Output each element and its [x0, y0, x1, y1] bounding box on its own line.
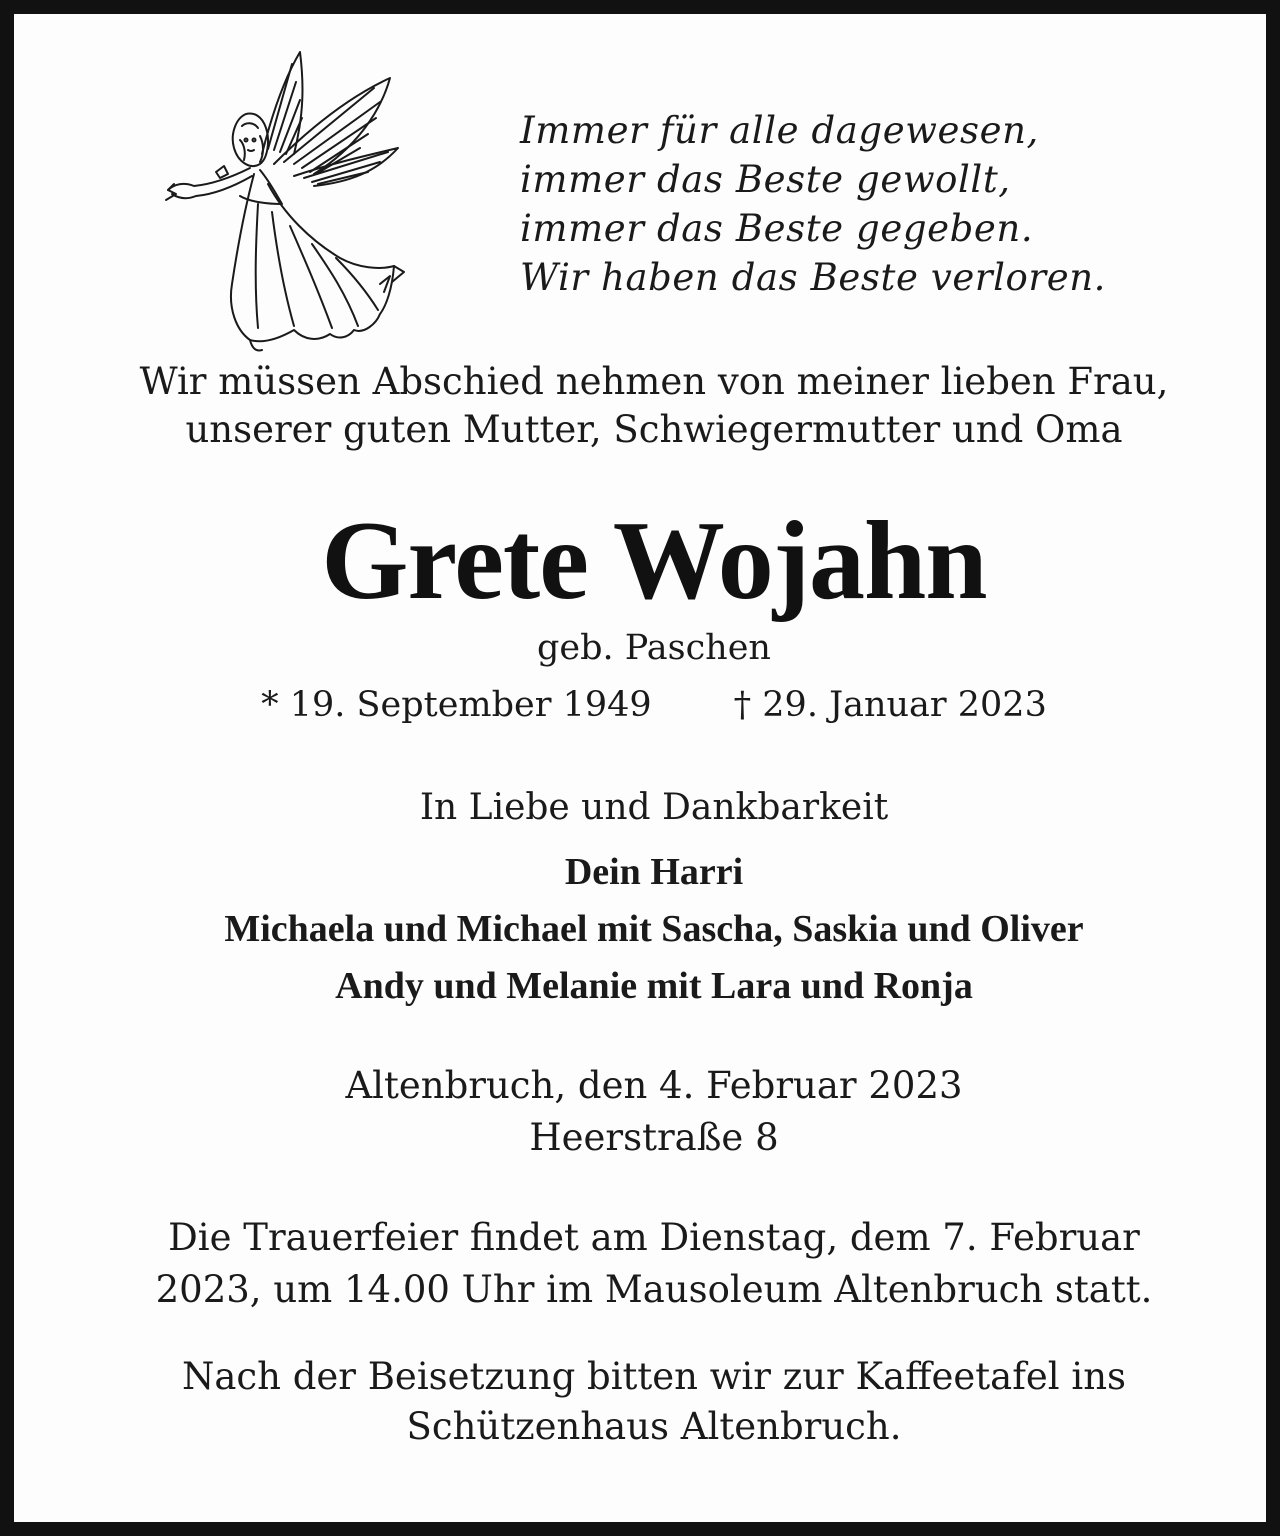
- poem: [520, 106, 1220, 302]
- birth-date: * 19. September 1949: [261, 685, 652, 725]
- place-date: Altenbruch, den 4. Februar 2023: [345, 1064, 963, 1107]
- intro-line: Wir müssen Abschied nehmen von meiner lieben Frau,: [139, 360, 1169, 403]
- poem-line: immer das Beste gegeben.: [520, 207, 1034, 250]
- service-line: Die Trauerfeier findet am Dienstag, dem 7. Februar: [168, 1216, 1140, 1259]
- birth-name: geb. Paschen: [537, 628, 771, 668]
- address: Heerstraße 8: [529, 1116, 779, 1159]
- family-line: Michaela und Michael mit Sascha, Saskia und Oliver: [224, 908, 1084, 950]
- deceased-name: Grete Wojahn: [321, 499, 987, 623]
- reception-info: [28, 1352, 1280, 1452]
- love-line: In Liebe und Dankbarkeit: [419, 787, 889, 828]
- service-line: 2023, um 14.00 Uhr im Mausoleum Altenbruch statt.: [155, 1268, 1153, 1311]
- family-line: Andy und Melanie mit Lara und Ronja: [335, 965, 973, 1007]
- meal-line: Nach der Beisetzung bitten wir zur Kaffeetafel ins: [181, 1355, 1127, 1398]
- poem-line: immer das Beste gewollt,: [520, 158, 1011, 201]
- poem-line: Wir haben das Beste verloren.: [520, 256, 1106, 299]
- family-signatures: [28, 844, 1280, 1015]
- life-dates: [28, 680, 1280, 730]
- intro-text: [28, 358, 1280, 454]
- place-and-address: [28, 1060, 1280, 1164]
- family-line: Dein Harri: [564, 851, 744, 893]
- meal-line: Schützenhaus Altenbruch.: [406, 1405, 902, 1448]
- death-date: † 29. Januar 2023: [733, 685, 1047, 725]
- intro-line: unserer guten Mutter, Schwiegermutter und Oma: [185, 408, 1123, 451]
- angel-icon: [154, 44, 414, 354]
- poem-line: Immer für alle dagewesen,: [520, 109, 1039, 152]
- funeral-service-info: [28, 1212, 1280, 1316]
